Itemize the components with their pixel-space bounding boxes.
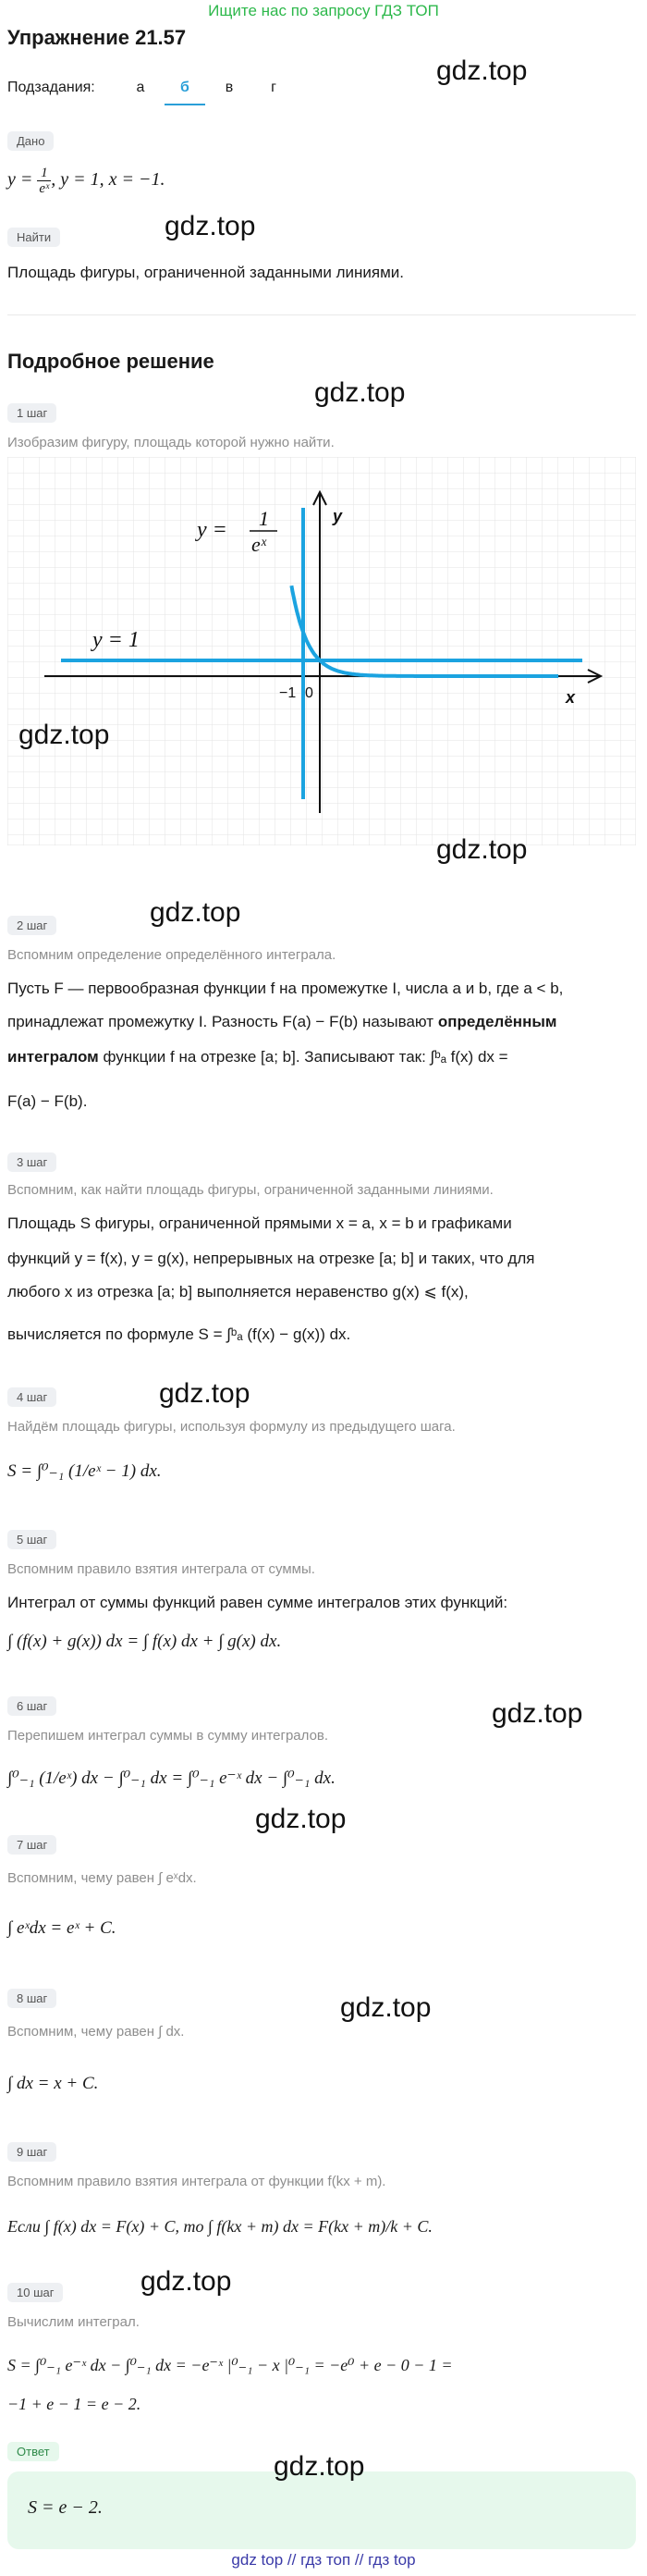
step-6-formula: ∫⁰₋₁ (1/eˣ) dx − ∫⁰₋₁ dx = ∫⁰₋₁ e⁻ˣ dx − ∫⁰₋₁ dx. — [7, 1769, 336, 1788]
answer-text: S = e − 2. — [28, 2497, 103, 2518]
find-text: Площадь фигуры, ограниченной заданными линиями. — [7, 264, 404, 281]
watermark: gdz.top — [436, 55, 528, 86]
watermark: gdz.top — [492, 1698, 583, 1729]
given-formula: y = $\frac{1}{\text{eˣ}}$ , y = 1, x = −1. — [7, 165, 165, 196]
step-3-line-1: Площадь S фигуры, ограниченной прямыми x = a, x = b и графиками — [7, 1214, 512, 1232]
watermark: gdz.top — [18, 720, 110, 750]
step-5-formula: ∫ (f(x) + g(x)) dx = ∫ f(x) dx + ∫ g(x) dx. — [7, 1632, 282, 1651]
step-tag: 9 шаг — [7, 2142, 56, 2162]
watermark: gdz.top — [159, 1378, 250, 1409]
step-description: Изобразим фигуру, площадь которой нужно найти. — [7, 435, 335, 450]
step-2-line-4: F(a) − F(b). — [7, 1092, 88, 1110]
step-description: Вспомним, как найти площадь фигуры, ограниченной заданными линиями. — [7, 1182, 494, 1198]
subtask-tab-a[interactable]: а — [136, 80, 145, 95]
subtask-tab-b[interactable]: б — [180, 80, 189, 95]
step-description: Найдём площадь фигуры, используя формулу из предыдущего шага. — [7, 1419, 456, 1435]
x-axis-label: x — [566, 688, 576, 707]
curve-label-num: 1 — [259, 507, 269, 530]
step-tag: 1 шаг — [7, 403, 56, 423]
answer-tag: Ответ — [7, 2442, 59, 2461]
subtask-tab-g[interactable]: г — [271, 80, 276, 95]
step-description: Вспомним правило взятия интеграла от функции f(kx + m). — [7, 2174, 386, 2189]
divider — [7, 314, 636, 315]
step-10-line-2: −1 + e − 1 = e − 2. — [7, 2395, 141, 2413]
tick-label-0: 0 — [305, 685, 313, 701]
active-tab-indicator — [165, 104, 205, 105]
watermark: gdz.top — [150, 897, 241, 928]
step-description: Вспомним определение определённого интеграла. — [7, 947, 336, 963]
watermark: gdz.top — [165, 211, 256, 241]
step-4-formula: S = ∫⁰₋₁ (1/eˣ − 1) dx. — [7, 1461, 162, 1481]
step-2-line-3: интегралом функции f на отрезке [a; b]. Записывают так: ∫ᵇₐ f(x) dx = — [7, 1048, 508, 1066]
step-tag: 3 шаг — [7, 1152, 56, 1172]
curve-label-den: eˣ — [251, 533, 266, 556]
step-description: Перепишем интеграл суммы в сумму интегралов. — [7, 1728, 329, 1744]
watermark: gdz.top — [255, 1804, 347, 1834]
step-3-line-2: функций y = f(x), y = g(x), непрерывных на отрезке [a; b] и таких, что для — [7, 1250, 535, 1267]
step-description: Вспомним, чему равен ∫ dx. — [7, 2024, 185, 2040]
y-axis-label: y — [333, 507, 343, 525]
watermark: gdz.top — [140, 2266, 232, 2297]
step-2-line-1: Пусть F — первообразная функции f на промежутке I, числа a и b, где a < b, — [7, 980, 564, 997]
step-tag: 4 шаг — [7, 1387, 56, 1407]
solution-title: Подробное решение — [7, 350, 214, 373]
step-tag: 7 шаг — [7, 1835, 56, 1855]
step-10-line-1: S = ∫⁰₋₁ e⁻ˣ dx − ∫⁰₋₁ dx = −e⁻ˣ |⁰₋₁ − x |⁰₋₁ = −e⁰ + e − 0 − 1 = — [7, 2356, 453, 2374]
step-description: Вспомним правило взятия интеграла от суммы. — [7, 1561, 315, 1577]
watermark: gdz.top — [274, 2451, 365, 2482]
top-banner[interactable]: Ищите нас по запросу ГДЗ ТОП — [208, 2, 439, 19]
curve-label-lhs: y = — [197, 518, 227, 542]
step-tag: 5 шаг — [7, 1530, 56, 1549]
find-tag: Найти — [7, 228, 60, 247]
given-tag: Дано — [7, 131, 54, 151]
step-tag: 2 шаг — [7, 916, 56, 935]
step-3-line-4: вычисляется по формуле S = ∫ᵇₐ (f(x) − g(x)) dx. — [7, 1325, 351, 1343]
step-9-formula: Если ∫ f(x) dx = F(x) + C, то ∫ f(kx + m) dx = F(kx + m)/k + C. — [7, 2217, 433, 2236]
line-label: y = 1 — [92, 628, 140, 652]
step-7-formula: ∫ eˣdx = eˣ + C. — [7, 1918, 116, 1938]
tick-label-minus-1: −1 — [279, 685, 297, 701]
step-description: Вспомним, чему равен ∫ eˣdx. — [7, 1870, 197, 1886]
step-description: Вычислим интеграл. — [7, 2314, 140, 2330]
subtasks-label: Подзадания: — [7, 80, 95, 95]
step-8-formula: ∫ dx = x + C. — [7, 2074, 99, 2093]
step-5-line-1: Интеграл от суммы функций равен сумме интегралов этих функций: — [7, 1594, 508, 1611]
step-tag: 10 шаг — [7, 2283, 63, 2302]
step-3-line-3: любого x из отрезка [a; b] выполняется неравенство g(x) ⩽ f(x), — [7, 1283, 469, 1300]
function-graph — [7, 457, 636, 845]
step-tag: 8 шаг — [7, 1989, 56, 2008]
watermark: gdz.top — [314, 377, 406, 408]
watermark: gdz.top — [340, 1992, 432, 2023]
page-title: Упражнение 21.57 — [7, 26, 187, 49]
watermark: gdz.top — [436, 834, 528, 865]
step-2-line-2: принадлежат промежутку I. Разность F(a) − F(b) называют определённым — [7, 1013, 557, 1030]
subtask-tab-v[interactable]: в — [225, 80, 234, 95]
step-tag: 6 шаг — [7, 1696, 56, 1716]
footer-links[interactable]: gdz top // гдз топ // гдз top — [231, 2551, 416, 2569]
